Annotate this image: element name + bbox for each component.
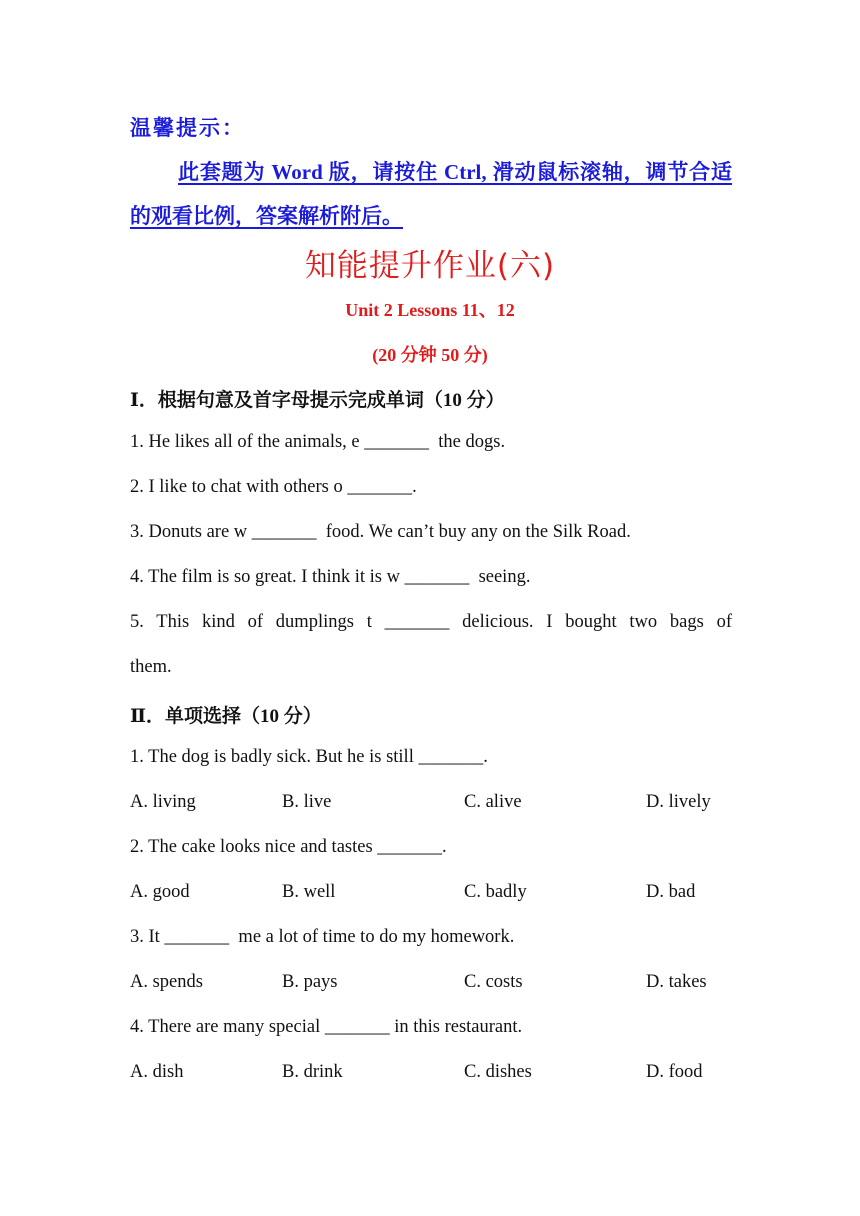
question-text-continued: them. xyxy=(130,657,172,677)
option-b: B. well xyxy=(282,882,336,902)
option-a: A. dish xyxy=(130,1062,184,1082)
option-b: B. drink xyxy=(282,1062,343,1082)
unit-subtitle: Unit 2 Lessons 11、12 xyxy=(345,300,515,320)
option-b: B. pays xyxy=(282,972,338,992)
option-c: C. badly xyxy=(464,882,527,902)
question-text: 4. The film is so great. I think it is w _______ seeing. xyxy=(130,567,531,587)
option-d: D. bad xyxy=(646,882,696,902)
question-text: 5. This kind of dumplings t _______ delicious. I bought two bags of xyxy=(130,612,732,632)
option-d: D. food xyxy=(646,1062,703,1082)
answer-options xyxy=(130,792,732,818)
answer-options xyxy=(130,972,732,998)
question-text: 1. He likes all of the animals, e _______ the dogs. xyxy=(130,432,506,452)
option-d: D. lively xyxy=(646,792,711,812)
section-1-heading: Ⅰ．根据句意及首字母提示完成单词（10 分） xyxy=(130,390,505,411)
option-a: A. spends xyxy=(130,972,203,992)
option-c: C. dishes xyxy=(464,1062,532,1082)
page-title: 知能提升作业(六) xyxy=(304,248,556,284)
answer-options xyxy=(130,882,732,908)
question-stem: 3. It _______ me a lot of time to do my homework. xyxy=(130,927,515,947)
tip-title: 温馨提示： xyxy=(130,116,245,140)
time-score-subtitle: (20 分钟 50 分) xyxy=(372,345,488,365)
tip-body-text: 此套题为 Word 版，请按住 Ctrl, 滑动鼠标滚轴，调节合适的观看比例，答案解析附后。 xyxy=(130,160,732,228)
option-a: A. good xyxy=(130,882,190,902)
question-text: 2. I like to chat with others o _______. xyxy=(130,477,417,497)
question-stem: 2. The cake looks nice and tastes _______. xyxy=(130,837,447,857)
option-c: C. costs xyxy=(464,972,523,992)
option-b: B. live xyxy=(282,792,332,812)
question-stem: 4. There are many special _______ in this restaurant. xyxy=(130,1017,523,1037)
option-a: A. living xyxy=(130,792,196,812)
section-2-heading: Ⅱ．单项选择（10 分） xyxy=(130,706,322,727)
question-stem: 1. The dog is badly sick. But he is still _______. xyxy=(130,747,488,767)
answer-options xyxy=(130,1062,732,1088)
option-c: C. alive xyxy=(464,792,522,812)
tip-body xyxy=(130,150,732,238)
option-d: D. takes xyxy=(646,972,707,992)
question-text: 3. Donuts are w _______ food. We can’t buy any on the Silk Road. xyxy=(130,522,631,542)
